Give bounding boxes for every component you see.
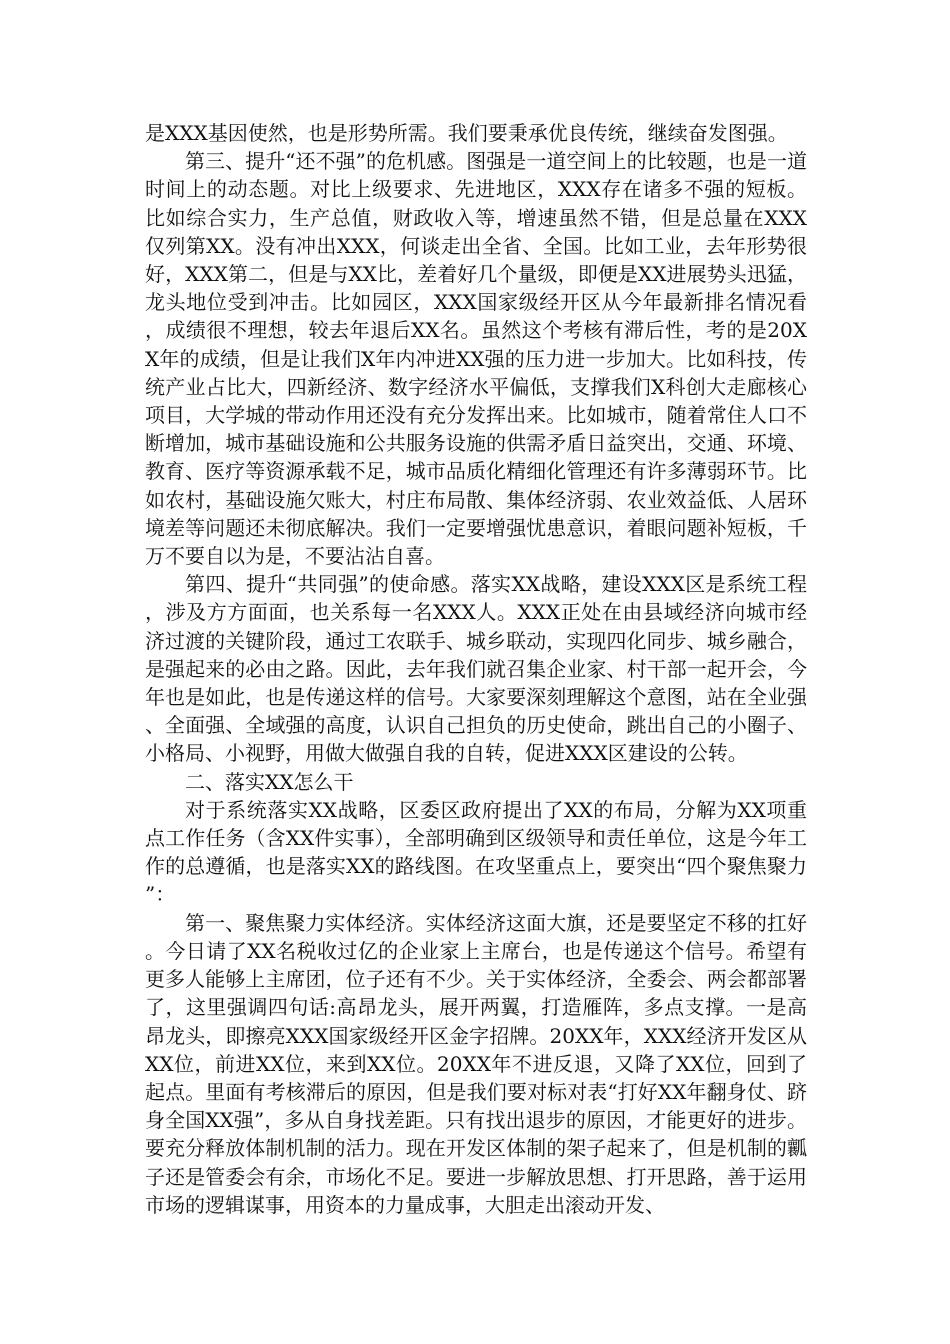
paragraph-fourth-point: 第四、提升“共同强”的使命感。落实XX战略，建设XXX区是系统工程，涉及方方面面，也关系每一名XXX人。XXX正处在由县域经济向城市经济过渡的关键阶段，通过工农联手、城乡联动，实现四化同步、城乡融合，是强起来的必由之路。因此，去年我们就召集企业家、村干部一起开会，今年也是如此，也是传递这样的信号。大家要深刻理解这个意图，站在全业强、全面强、全域强的高度，认识自己担负的历史使命，跳出自己的小圈子、小格局、小视野，用做大做强自我的自转，促进XXX区建设的公转。 [145, 572, 807, 766]
section-heading: 二、落实XX怎么干 [185, 769, 354, 794]
paragraph-continuation: 是XXX基因使然，也是形势所需。我们要秉承优良传统，继续奋发图强。 [145, 121, 788, 145]
paragraph-section-intro: 对于系统落实XX战略，区委区政府提出了XX的布局，分解为XX项重点工作任务（含XX件实事），全部明确到区级领导和责任单位，这是今年工作的总遵循，也是落实XX的路线图。在攻坚重点上，要突出“四个聚焦聚力”： [145, 797, 807, 907]
paragraph-first-focus: 第一、聚焦聚力实体经济。实体经济这面大旗，还是要坚定不移的扛好。今日请了XX名税收过亿的企业家上主席台，也是传递这个信号。希望有更多人能够上主席团，位子还有不少。关于实体经济，全委会、两会都部署了，这里强调四句话:高昂龙头，展开两翼，打造雁阵，多点支撑。一是高昂龙头，即擦亮XXX国家级经开区金字招牌。20XX年，XXX经济开发区从XX位，前进XX位，来到XX位。20XX年不进反退，又降了XX位，回到了起点。里面有考核滞后的原因，但是我们要对标对表“打好XX年翻身仗、跻身全国XX强”，多从自身找差距。只有找出退步的原因，才能更好的进步。要充分释放体制机制的活力。现在开发区体制的架子起来了，但是机制的瓤子还是管委会有余，市场化不足。要进一步解放思想、打开思路，善于运用市场的逻辑谋事，用资本的力量成事，大胆走出滚动开发、 [145, 910, 807, 1217]
paragraph-third-point: 第三、提升“还不强”的危机感。图强是一道空间上的比较题，也是一道时间上的动态题。对比上级要求、先进地区，XXX存在诸多不强的短板。比如综合实力，生产总值，财政收入等，增速虽然不错，但是总量在XXX仅列第XX。没有冲出XXX，何谈走出全省、全国。比如工业，去年形势很好，XXX第二，但是与XX比，差着好几个量级，即便是XX进展势头迅猛，龙头地位受到冲击。比如园区，XXX国家级经开区从今年最新排名情况看，成绩很不理想，较去年退后XX名。虽然这个考核有滞后性，考的是20XX年的成绩，但是让我们X年内冲进XX强的压力进一步加大。比如科技，传统产业占比大，四新经济、数字经济水平偏低，支撑我们X科创大走廊核心项目，大学城的带动作用还没有充分发挥出来。比如城市，随着常住人口不断增加，城市基础设施和公共服务设施的供需矛盾日益突出，交通、环境、教育、医疗等资源承载不足，城市品质化精细化管理还有许多薄弱环节。比如农村，基础设施欠账大，村庄布局散、集体经济弱、农业效益低、人居环境差等问题还未彻底解决。我们一定要增强忧患意识，着眼问题补短板，千万不要自以为是，不要沾沾自喜。 [145, 149, 807, 569]
document-body [145, 119, 807, 1219]
